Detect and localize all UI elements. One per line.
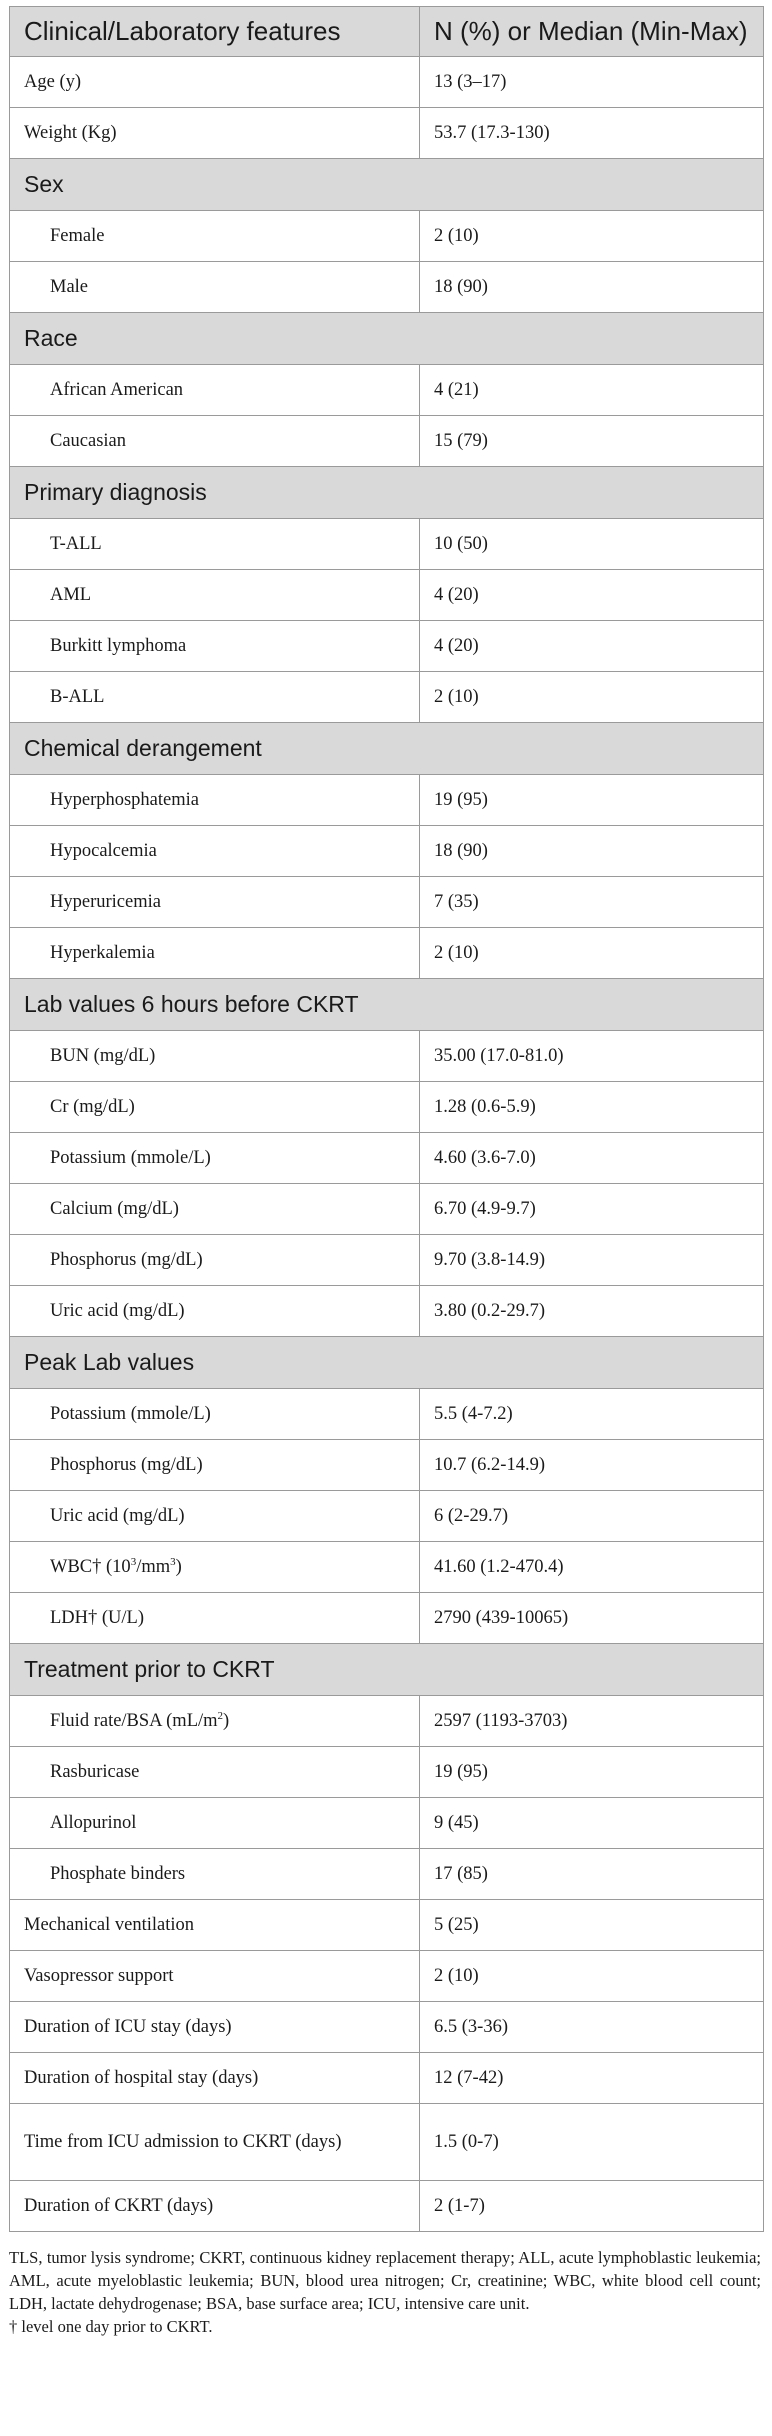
table-container xyxy=(9,6,763,2338)
row-label: Hyperphosphatemia xyxy=(10,775,420,826)
row-value: 6.70 (4.9-9.7) xyxy=(420,1184,764,1235)
row-label: Hyperkalemia xyxy=(10,928,420,979)
table-row xyxy=(10,1286,764,1337)
row-label: Duration of hospital stay (days) xyxy=(10,2053,420,2104)
row-label: Burkitt lymphoma xyxy=(10,621,420,672)
header-values: N (%) or Median (Min-Max) xyxy=(420,7,764,57)
section-row-race xyxy=(10,313,764,365)
row-label: Uric acid (mg/dL) xyxy=(10,1491,420,1542)
row-value: 19 (95) xyxy=(420,775,764,826)
row-label: B-ALL xyxy=(10,672,420,723)
row-value: 18 (90) xyxy=(420,826,764,877)
table-row xyxy=(10,1849,764,1900)
row-label: Uric acid (mg/dL) xyxy=(10,1286,420,1337)
table-row xyxy=(10,1133,764,1184)
table-row xyxy=(10,57,764,108)
table-row xyxy=(10,108,764,159)
table-row xyxy=(10,1082,764,1133)
row-value: 6 (2-29.7) xyxy=(420,1491,764,1542)
table-row xyxy=(10,519,764,570)
wbc-sup-1: 3 xyxy=(130,1555,137,1568)
table-header-row xyxy=(10,7,764,57)
row-label: Rasburicase xyxy=(10,1747,420,1798)
table-row xyxy=(10,2002,764,2053)
row-value: 19 (95) xyxy=(420,1747,764,1798)
row-value: 2790 (439-10065) xyxy=(420,1593,764,1644)
wbc-label-mid: /mm xyxy=(136,1556,171,1577)
table-row xyxy=(10,1747,764,1798)
row-label: Duration of CKRT (days) xyxy=(10,2181,420,2232)
section-row-primary-diagnosis xyxy=(10,467,764,519)
fluid-label-post: ) xyxy=(223,1710,230,1731)
table-row xyxy=(10,1491,764,1542)
section-row-sex xyxy=(10,159,764,211)
row-label: African American xyxy=(10,365,420,416)
section-title: Sex xyxy=(10,159,764,211)
row-value: 9.70 (3.8-14.9) xyxy=(420,1235,764,1286)
table-row xyxy=(10,672,764,723)
row-value: 9 (45) xyxy=(420,1798,764,1849)
abbreviations-footnote: TLS, tumor lysis syndrome; CKRT, continuous kidney replacement therapy; ALL, acute lymphoblastic leukemia; AML, acute myeloblastic leukemia; BUN, blood urea nitrogen; Cr, creatinine; WBC, white blood cell count; LDH, lactate dehydrogenase; BSA, base surface area; ICU, intensive care unit. xyxy=(9,2248,761,2313)
row-value: 2 (1-7) xyxy=(420,2181,764,2232)
row-value: 35.00 (17.0-81.0) xyxy=(420,1031,764,1082)
row-value: 41.60 (1.2-470.4) xyxy=(420,1542,764,1593)
section-title: Lab values 6 hours before CKRT xyxy=(10,979,764,1031)
row-value: 17 (85) xyxy=(420,1849,764,1900)
section-row-treatment xyxy=(10,1644,764,1696)
table-row xyxy=(10,2181,764,2232)
table-row xyxy=(10,826,764,877)
row-value: 2 (10) xyxy=(420,211,764,262)
row-label: Age (y) xyxy=(10,57,420,108)
table-row xyxy=(10,416,764,467)
row-value: 2 (10) xyxy=(420,672,764,723)
row-label: Phosphate binders xyxy=(10,1849,420,1900)
table-row xyxy=(10,775,764,826)
row-label: Potassium (mmole/L) xyxy=(10,1389,420,1440)
row-value: 5.5 (4-7.2) xyxy=(420,1389,764,1440)
table-row xyxy=(10,211,764,262)
row-label: Weight (Kg) xyxy=(10,108,420,159)
row-label: Potassium (mmole/L) xyxy=(10,1133,420,1184)
section-title: Treatment prior to CKRT xyxy=(10,1644,764,1696)
row-value: 4 (20) xyxy=(420,621,764,672)
wbc-label-pre: WBC† (10 xyxy=(50,1556,131,1577)
table-row xyxy=(10,1542,764,1593)
row-value: 1.28 (0.6-5.9) xyxy=(420,1082,764,1133)
row-label-fluid xyxy=(10,1696,420,1747)
table-row xyxy=(10,1696,764,1747)
row-label: BUN (mg/dL) xyxy=(10,1031,420,1082)
table-row xyxy=(10,1440,764,1491)
row-value: 3.80 (0.2-29.7) xyxy=(420,1286,764,1337)
row-label: Female xyxy=(10,211,420,262)
row-label: Hyperuricemia xyxy=(10,877,420,928)
section-row-chemical-derangement xyxy=(10,723,764,775)
table-row xyxy=(10,2053,764,2104)
fluid-label-pre: Fluid rate/BSA (mL/m xyxy=(50,1710,218,1731)
clinical-features-table xyxy=(9,6,764,2232)
row-label: Hypocalcemia xyxy=(10,826,420,877)
table-row xyxy=(10,262,764,313)
row-value: 7 (35) xyxy=(420,877,764,928)
table-row xyxy=(10,621,764,672)
row-value: 12 (7-42) xyxy=(420,2053,764,2104)
row-label: Time from ICU admission to CKRT (days) xyxy=(10,2104,420,2181)
row-value: 18 (90) xyxy=(420,262,764,313)
table-row xyxy=(10,877,764,928)
section-title: Chemical derangement xyxy=(10,723,764,775)
table-row xyxy=(10,1593,764,1644)
table-row xyxy=(10,570,764,621)
section-title: Race xyxy=(10,313,764,365)
row-value: 2 (10) xyxy=(420,1951,764,2002)
table-row xyxy=(10,2104,764,2181)
row-label: Allopurinol xyxy=(10,1798,420,1849)
header-features: Clinical/Laboratory features xyxy=(10,7,420,57)
table-row xyxy=(10,1235,764,1286)
fluid-sup: 2 xyxy=(217,1709,224,1722)
row-label: Male xyxy=(10,262,420,313)
row-label: Mechanical ventilation xyxy=(10,1900,420,1951)
row-value: 15 (79) xyxy=(420,416,764,467)
section-title: Primary diagnosis xyxy=(10,467,764,519)
row-label: Duration of ICU stay (days) xyxy=(10,2002,420,2053)
section-row-peak-lab xyxy=(10,1337,764,1389)
table-row xyxy=(10,1031,764,1082)
table-row xyxy=(10,1184,764,1235)
table-row xyxy=(10,365,764,416)
row-value: 1.5 (0-7) xyxy=(420,2104,764,2181)
table-row xyxy=(10,1798,764,1849)
row-value: 4.60 (3.6-7.0) xyxy=(420,1133,764,1184)
row-label-wbc xyxy=(10,1542,420,1593)
table-footnotes xyxy=(9,2246,763,2338)
wbc-sup-2: 3 xyxy=(170,1555,176,1568)
row-value: 2597 (1193-3703) xyxy=(420,1696,764,1747)
row-value: 13 (3–17) xyxy=(420,57,764,108)
table-row xyxy=(10,928,764,979)
row-value: 10 (50) xyxy=(420,519,764,570)
row-value: 5 (25) xyxy=(420,1900,764,1951)
wbc-label-post: ) xyxy=(175,1556,182,1577)
table-row xyxy=(10,1389,764,1440)
row-value: 2 (10) xyxy=(420,928,764,979)
table-row xyxy=(10,1900,764,1951)
table-row xyxy=(10,1951,764,2002)
section-title: Peak Lab values xyxy=(10,1337,764,1389)
row-value: 53.7 (17.3-130) xyxy=(420,108,764,159)
row-value: 4 (20) xyxy=(420,570,764,621)
dagger-footnote: † level one day prior to CKRT. xyxy=(9,2317,213,2336)
row-label: Cr (mg/dL) xyxy=(10,1082,420,1133)
row-label: Caucasian xyxy=(10,416,420,467)
row-label: LDH† (U/L) xyxy=(10,1593,420,1644)
row-value: 4 (21) xyxy=(420,365,764,416)
row-value: 6.5 (3-36) xyxy=(420,2002,764,2053)
row-label: Phosphorus (mg/dL) xyxy=(10,1440,420,1491)
row-label: AML xyxy=(10,570,420,621)
row-label: Phosphorus (mg/dL) xyxy=(10,1235,420,1286)
row-label: Vasopressor support xyxy=(10,1951,420,2002)
row-label: Calcium (mg/dL) xyxy=(10,1184,420,1235)
row-label: T-ALL xyxy=(10,519,420,570)
section-row-lab-6h xyxy=(10,979,764,1031)
row-value: 10.7 (6.2-14.9) xyxy=(420,1440,764,1491)
